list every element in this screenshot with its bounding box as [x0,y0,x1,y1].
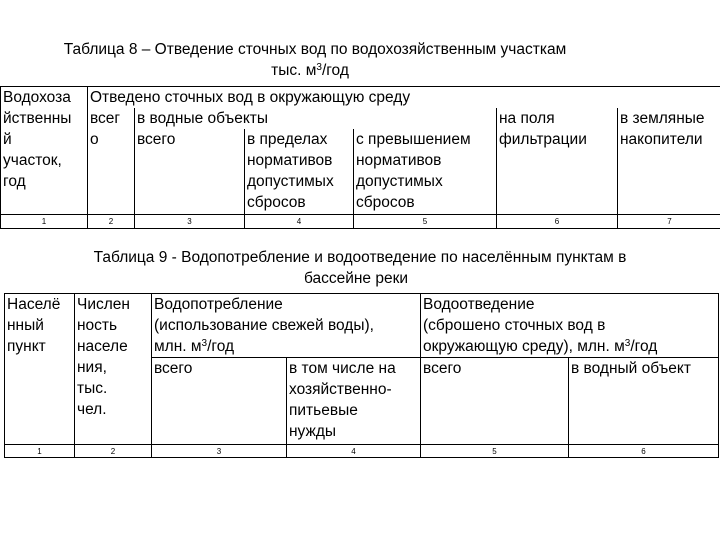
t8-header-main: Отведено сточных вод в окружающую среду [88,87,720,109]
t8-header-within-norms: в пределах нормативов допустимых сбросов [245,129,354,214]
t9-header-water-discharge: Водоотведение (сброшено сточных вод в окружающую среду), млн. $м^3$/год [421,294,719,358]
t9-col-number: 5 [421,445,569,458]
t8-header-filtration: на поля фильтрации [497,108,618,214]
t8-header-water-total: всего [135,129,245,214]
table8-units: тыс. $м^3$/год [271,62,349,79]
t9-header-settlement: Населё нный пункт [5,294,75,445]
t9-col-number: 6 [569,445,719,458]
t8-col-number: 1 [1,214,88,228]
t9-header-population: Числен ность населе ния, тыс. чел. [75,294,152,445]
t8-col-number: 5 [354,214,497,228]
t9-header-use-household: в том числе на хозяйственно- питьевые нужды [287,358,421,445]
t9-col-number: 4 [287,445,421,458]
t8-header-water-bodies: в водные объекты [135,108,497,129]
t9-header-use-total: всего [152,358,287,445]
t8-header-ground: в земляные накопители [618,108,720,214]
table9 [4,293,719,458]
t9-col-number: 2 [75,445,152,458]
table8-title-line1: Таблица 8 – Отведение сточных вод по водохозяйственным участкам [63,41,567,58]
table9-title-line2: бассейне реки [303,270,409,287]
t9-header-discharge-water: в водный объект [569,358,719,445]
table8-title [0,40,675,60]
t9-header-water-use: Водопотребление (использование свежей воды), млн. $м^3$/год [152,294,421,358]
t8-col-number: 7 [618,214,720,228]
t8-col-number: 6 [497,214,618,228]
t8-col-number: 3 [135,214,245,228]
t8-header-excess-norms: с превышением нормативов допустимых сбросов [354,129,497,214]
table8 [0,86,720,229]
table9-title [0,248,720,268]
t9-col-number: 1 [5,445,75,458]
t9-col-number: 3 [152,445,287,458]
t9-header-discharge-total: всего [421,358,569,445]
t8-header-total-all: всег о [88,108,135,214]
table9-title-line1: Таблица 9 - Водопотребление и водоотведение по населённым пунктам в [93,249,627,266]
t8-header-section: Водохоза йственны й участок, год [1,87,88,215]
t8-col-number: 4 [245,214,354,228]
t8-col-number: 2 [88,214,135,228]
